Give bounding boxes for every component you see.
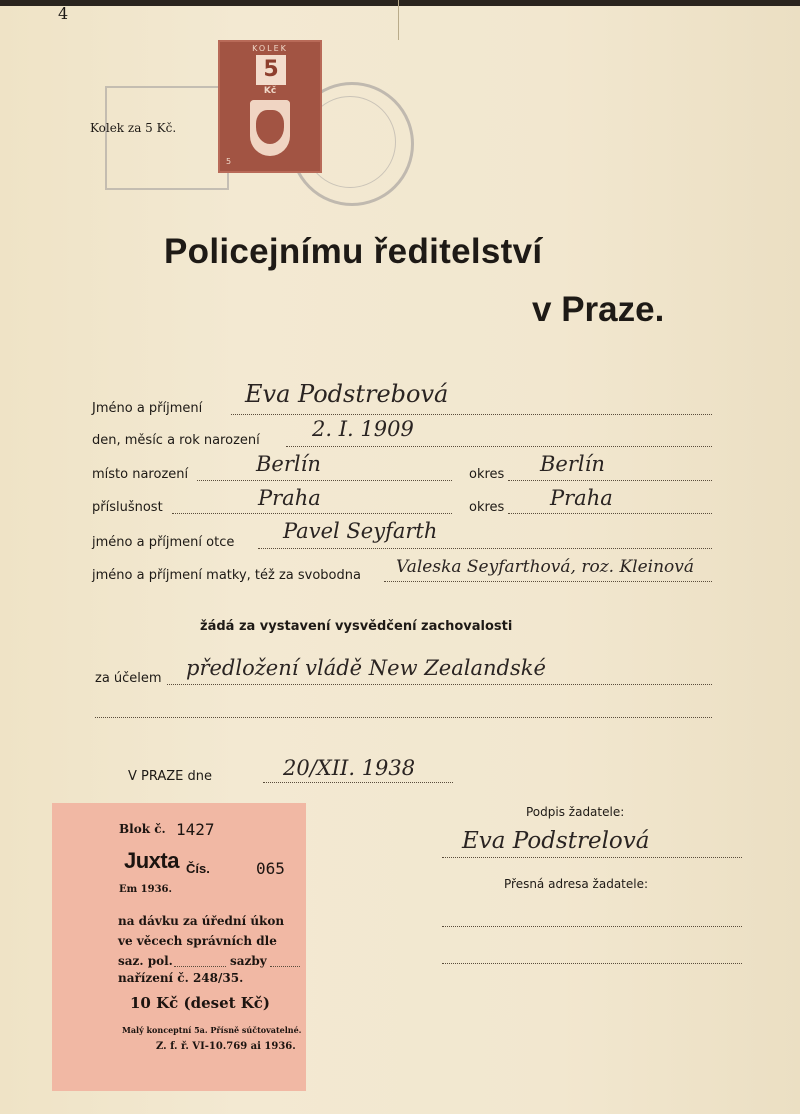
- address-line-1: [442, 925, 742, 927]
- fee-fine-print-2: Z. f. ř. VI-10.769 ai 1936.: [156, 1041, 296, 1052]
- birthplace-district-line: [508, 479, 712, 481]
- birthplace-line: [197, 479, 452, 481]
- fee-pol-line: [174, 965, 226, 967]
- purpose-line-2: [95, 716, 712, 718]
- applicant-signature: Eva Podstrelová: [462, 828, 650, 854]
- fee-brand: Juxta: [124, 848, 179, 873]
- fee-blok-label: Blok č.: [119, 822, 166, 836]
- domicile-line: [172, 512, 452, 514]
- birthplace-label: místo narození: [92, 467, 189, 482]
- mother-line: [384, 580, 712, 582]
- fee-amount: 10 Kč (deset Kč): [130, 994, 271, 1012]
- lion-icon: [256, 110, 284, 144]
- domicile-value: Praha: [258, 486, 321, 510]
- fee-line-2: ve věcech správních dle: [118, 934, 277, 948]
- request-statement: žádá za vystavení vysvědčení zachovalosti: [200, 619, 513, 634]
- fee-line-3a: saz. pol.: [118, 954, 173, 968]
- name-line: [231, 413, 712, 415]
- heading-line-1: Policejnímu ředitelství: [164, 232, 543, 271]
- domicile-district-line: [508, 512, 712, 514]
- mother-label: jméno a příjmení matky, též za svobodna: [92, 568, 361, 583]
- revenue-stamp-currency: Kč: [263, 86, 277, 96]
- fee-stamp: [52, 803, 306, 1091]
- revenue-stamp-value: 5: [256, 55, 286, 85]
- stamp-note: Kolek za 5 Kč.: [90, 121, 177, 135]
- address-line-2: [442, 962, 742, 964]
- fold-line: [398, 0, 399, 40]
- fee-sazby-line: [270, 965, 300, 967]
- fee-cis-label: Čís.: [186, 861, 210, 876]
- name-value: Eva Podstrebová: [245, 380, 449, 408]
- father-label: jméno a příjmení otce: [92, 535, 235, 550]
- corner-mark: 4: [58, 4, 69, 23]
- fee-em: Em 1936.: [119, 884, 172, 895]
- revenue-stamp: [218, 40, 322, 173]
- rectangular-postmark: [105, 86, 229, 190]
- name-label: Jméno a příjmení: [92, 401, 203, 416]
- domicile-district-label: okres: [469, 500, 505, 515]
- birthplace-district-label: okres: [469, 467, 505, 482]
- revenue-stamp-bottom-value: 5: [226, 157, 232, 166]
- birthplace-value: Berlín: [256, 452, 321, 476]
- purpose-value: předložení vládě New Zealandské: [186, 656, 546, 680]
- address-label: Přesná adresa žadatele:: [504, 877, 649, 891]
- fee-blok-number: 1427: [176, 820, 215, 839]
- birthplace-district-value: Berlín: [540, 452, 605, 476]
- mother-value: Valeska Seyfarthová, roz. Kleinová: [396, 557, 695, 577]
- father-line: [258, 547, 712, 549]
- fee-fine-print-1: Malý konceptní 5a. Přísně súčtovatelné.: [122, 1025, 302, 1035]
- revenue-stamp-title: KOLEK: [252, 44, 288, 53]
- birthdate-value: 2. I. 1909: [312, 417, 414, 441]
- fee-line-4: nařízení č. 248/35.: [118, 971, 244, 985]
- father-value: Pavel Seyfarth: [283, 519, 438, 543]
- birthdate-line: [286, 445, 712, 447]
- signature-line: [442, 856, 742, 858]
- domicile-label: příslušnost: [92, 500, 163, 515]
- place-date-label: V PRAZE dne: [128, 769, 213, 784]
- birthdate-label: den, měsíc a rok narození: [92, 433, 260, 448]
- signature-label: Podpis žadatele:: [526, 805, 625, 819]
- place-date-line: [263, 781, 453, 783]
- place-date-value: 20/XII. 1938: [283, 756, 416, 780]
- purpose-label: za účelem: [95, 671, 162, 686]
- fee-line-3b: sazby: [230, 954, 267, 968]
- fee-line-1: na dávku za úřední úkon: [118, 914, 285, 928]
- fee-cis-number: 065: [256, 859, 285, 878]
- purpose-line: [167, 683, 712, 685]
- heading-line-2: v Praze.: [532, 290, 665, 329]
- domicile-district-value: Praha: [550, 486, 613, 510]
- scan-top-edge: [0, 0, 800, 6]
